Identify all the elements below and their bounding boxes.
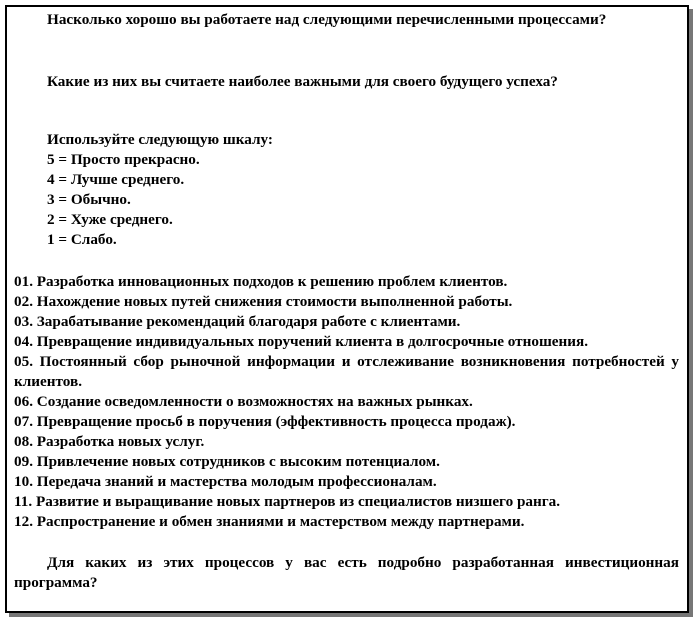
process-item: 08. Разработка новых услуг.: [14, 433, 205, 450]
scale-item: 4 = Лучше среднего.: [47, 171, 185, 188]
importance-question: Какие из них вы считаете наиболее важными для своего будущего успеха?: [47, 73, 558, 90]
process-item: 11. Развитие и выращивание новых партнеров из специалистов низшего ранга.: [14, 493, 561, 510]
process-item: 02. Нахождение новых путей снижения стоимости выполненной работы.: [14, 293, 513, 310]
process-item: 07. Превращение просьб в поручения (эффективность процесса продаж).: [14, 413, 516, 430]
document-frame: [5, 5, 689, 613]
process-list: [14, 272, 679, 532]
process-item: 01. Разработка инновационных подходов к решению проблем клиентов.: [14, 273, 508, 290]
process-item: 05. Постоянный сбор рыночной информации и отслеживание возникновения потребностей у клиентов.: [14, 353, 679, 390]
intro-paragraph: Насколько хорошо вы работаете над следующими перечисленными процессами?: [47, 11, 607, 28]
process-item: 12. Распространение и обмен знаниями и мастерством между партнерами.: [14, 513, 525, 530]
process-item: 04. Превращение индивидуальных поручений клиента в долгосрочные отношения.: [14, 333, 589, 350]
scale-item: 3 = Обычно.: [47, 191, 131, 208]
scale-item: 1 = Слабо.: [47, 231, 117, 248]
final-question: Для каких из этих процессов у вас есть подробно разработанная инвестиционная программа?: [14, 554, 679, 591]
process-item: 10. Передача знаний и мастерства молодым профессионалам.: [14, 473, 437, 490]
scale-item: 5 = Просто прекрасно.: [47, 151, 200, 168]
process-item: 03. Зарабатывание рекомендаций благодаря работе с клиентами.: [14, 313, 461, 330]
scale-title: Используйте следующую шкалу:: [47, 131, 273, 148]
process-item: 06. Создание осведомленности о возможностях на важных рынках.: [14, 393, 473, 410]
document-content: [7, 10, 687, 593]
scale-item: 2 = Хуже среднего.: [47, 211, 173, 228]
process-item: 09. Привлечение новых сотрудников с высоким потенциалом.: [14, 453, 440, 470]
